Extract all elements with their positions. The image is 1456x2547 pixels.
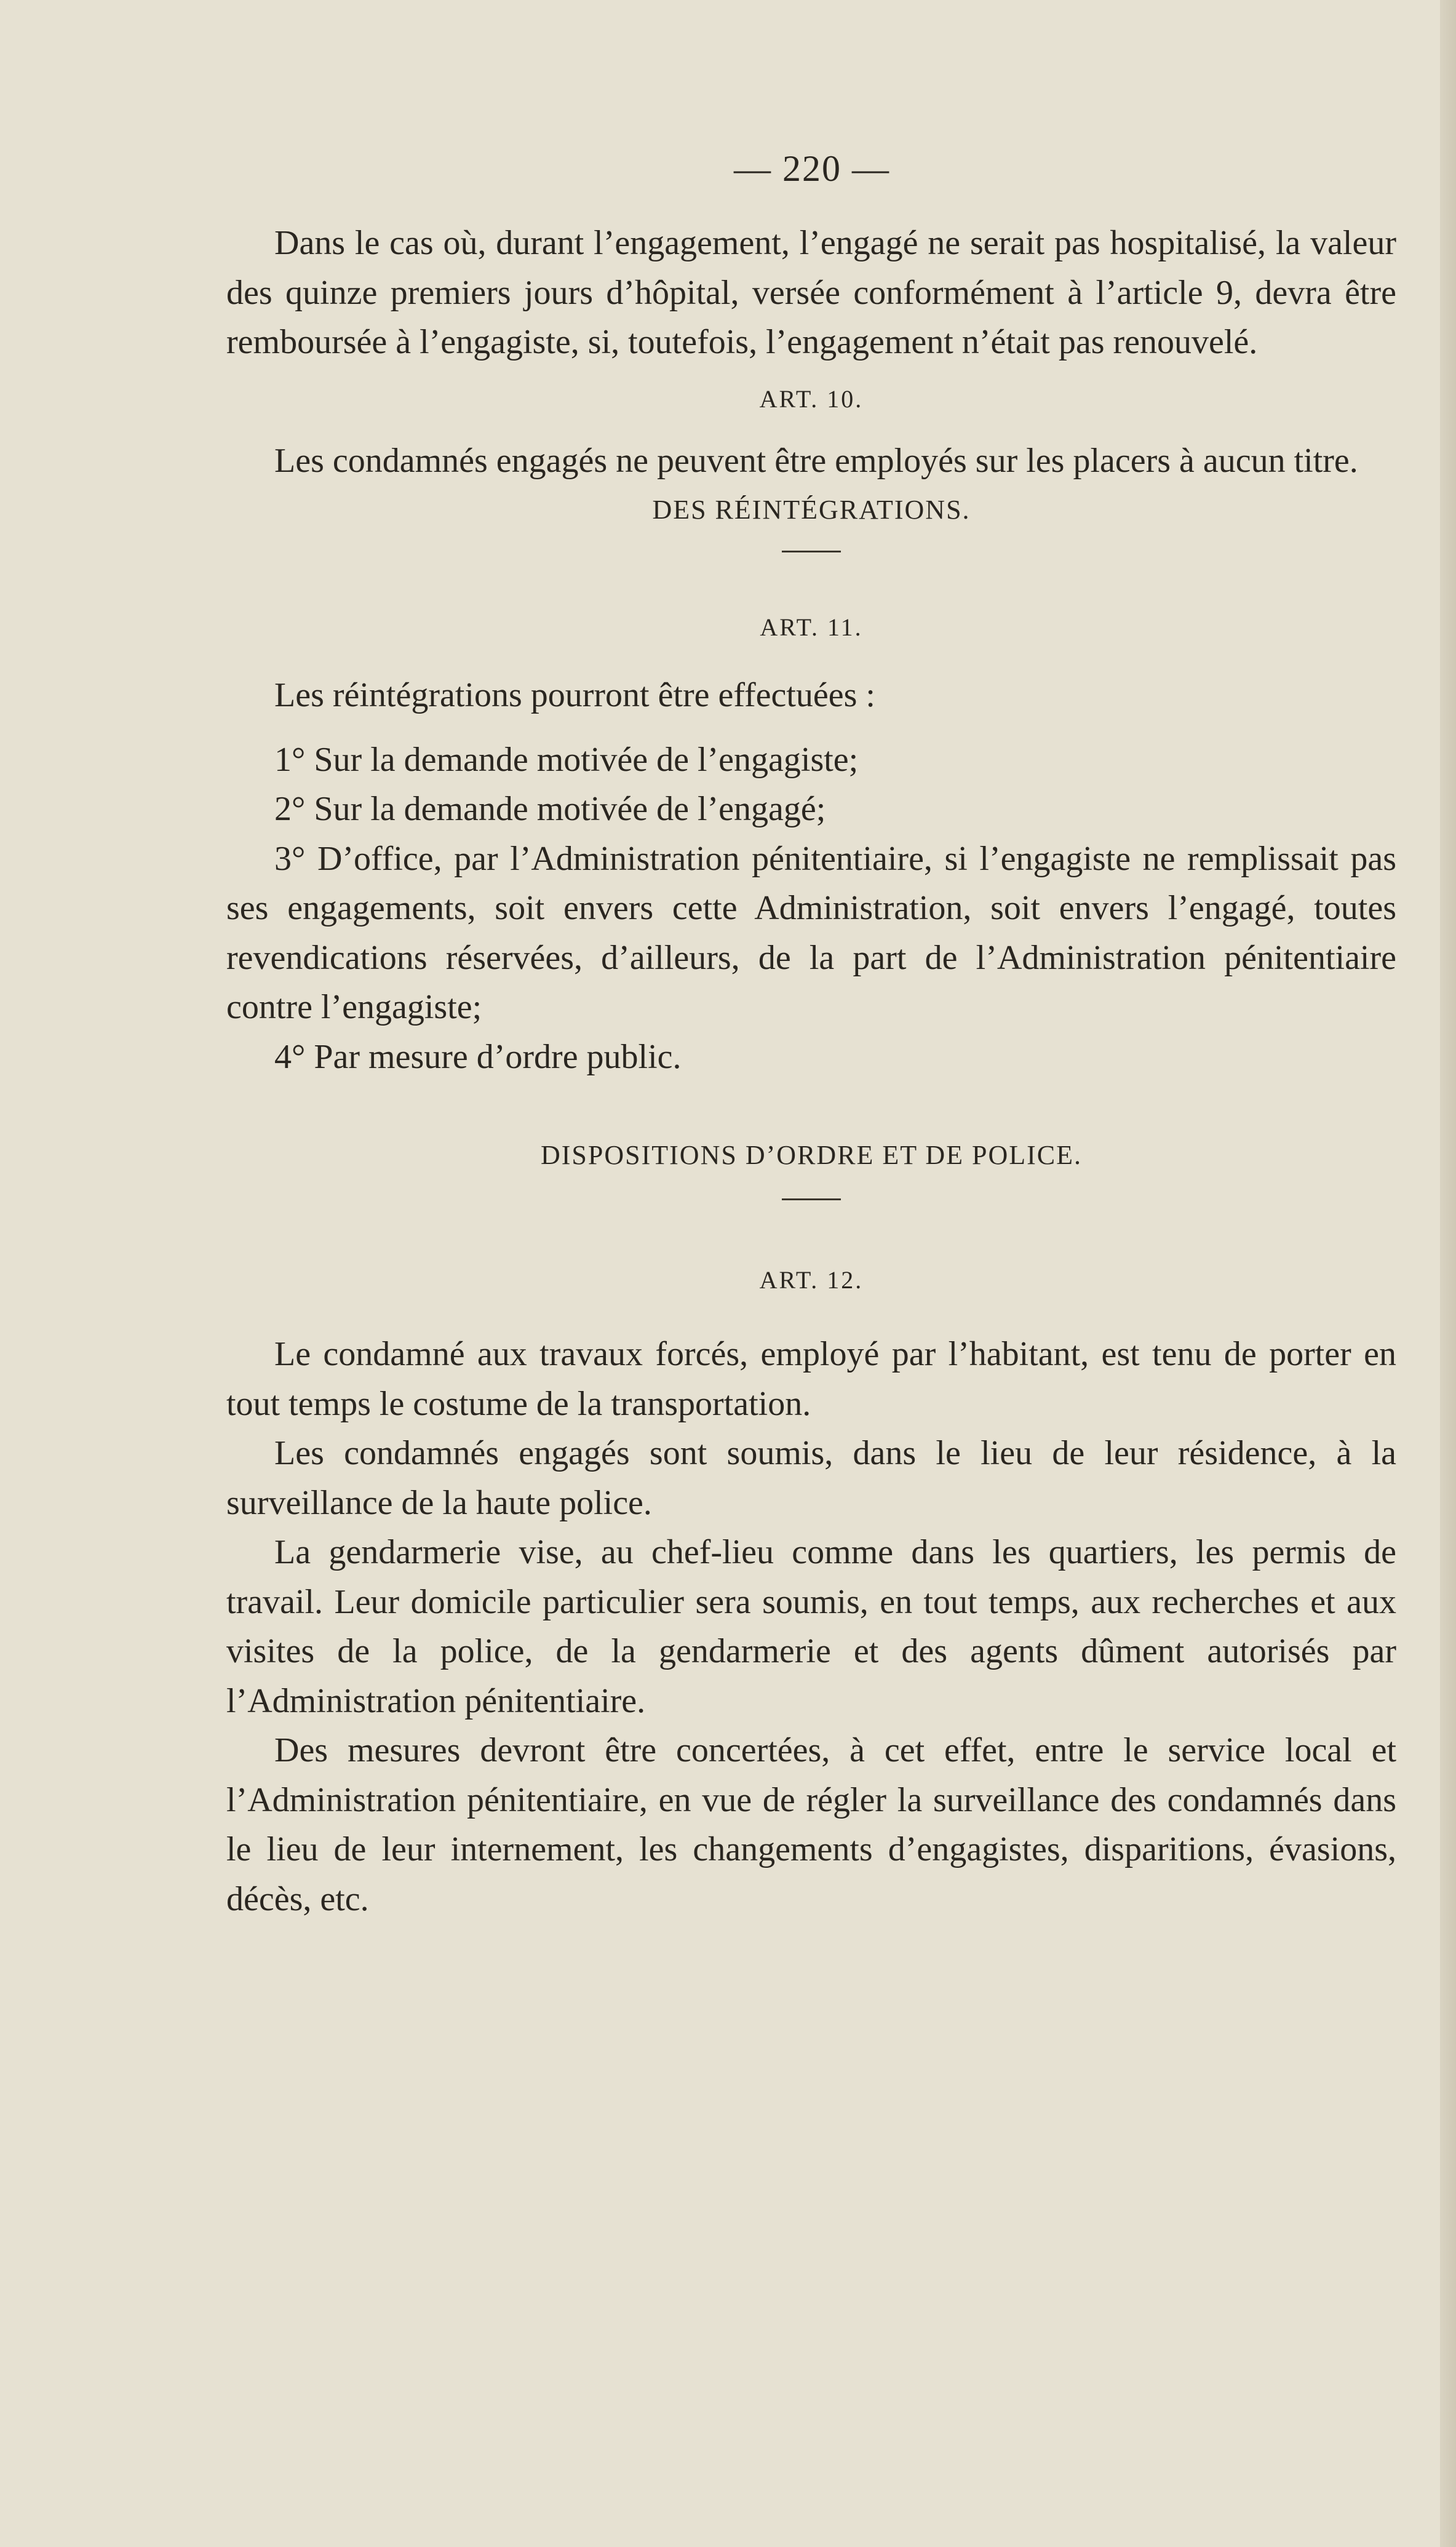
article-heading-12: ART. 12. — [759, 1266, 864, 1294]
list-item-1: 1° Sur la demande motivée de l’engagiste; — [274, 740, 859, 779]
paragraph-art11-intro: Les réintégrations pourront être effectuées : — [274, 676, 875, 714]
list-item-2: 2° Sur la demande motivée de l’engagé; — [274, 790, 826, 828]
paragraph-hospitalisation: Dans le cas où, durant l’engagement, l’engagé ne serait pas hospitalisé, la valeur des quinze premiers jours d’hôpital, versée conformément à l’article 9, devra être remboursée à l’engagiste, si, toutefois, l’engagement n’était pas renouvelé. — [226, 224, 1396, 361]
article-heading-11: ART. 11. — [760, 613, 863, 641]
paragraph-art12-costume: Le condamné aux travaux forcés, employé par l’habitant, est tenu de porter en tout temps le costume de la transportation. — [226, 1335, 1396, 1423]
page-edge — [1440, 0, 1456, 2547]
paragraph-art12-surveillance: Les condamnés engagés sont soumis, dans le lieu de leur résidence, à la surveillance de la haute police. — [226, 1434, 1396, 1522]
paragraph-art12-mesures: Des mesures devront être concertées, à cet effet, entre le service local et l’Administration pénitentiaire, en vue de régler la surveillance des condamnés dans le lieu de leur internement, les changements d’engagistes, disparitions, évasions, décès, etc. — [226, 1731, 1396, 1918]
paragraph-art10: Les condamnés engagés ne peuvent être employés sur les placers à aucun titre. — [274, 441, 1358, 480]
page-body — [226, 218, 1396, 1924]
list-item-4: 4° Par mesure d’ordre public. — [274, 1037, 682, 1076]
page-number: — 220 — — [734, 148, 890, 189]
section-heading-reintegrations: DES RÉINTÉGRATIONS. — [652, 495, 971, 525]
article-heading-10: ART. 10. — [759, 385, 864, 413]
list-item-3: 3° D’office, par l’Administration pénitentiaire, si l’engagiste ne remplissait pas ses engagements, soit envers cette Administration, soit envers l’engagé, toutes revendications réservées, d’ailleurs, de la part de l’Administration pénitentiaire contre l’engagiste; — [226, 839, 1396, 1026]
section-heading-police: DISPOSITIONS D’ORDRE ET DE POLICE. — [541, 1140, 1082, 1170]
paragraph-art12-gendarmerie: La gendarmerie vise, au chef-lieu comme dans les quartiers, les permis de travail. Leur domicile particulier sera soumis, en tout temps, aux recherches et aux visites de la police, de la gendarmerie et des agents dûment autorisés par l’Administration pénitentiaire. — [226, 1533, 1396, 1720]
